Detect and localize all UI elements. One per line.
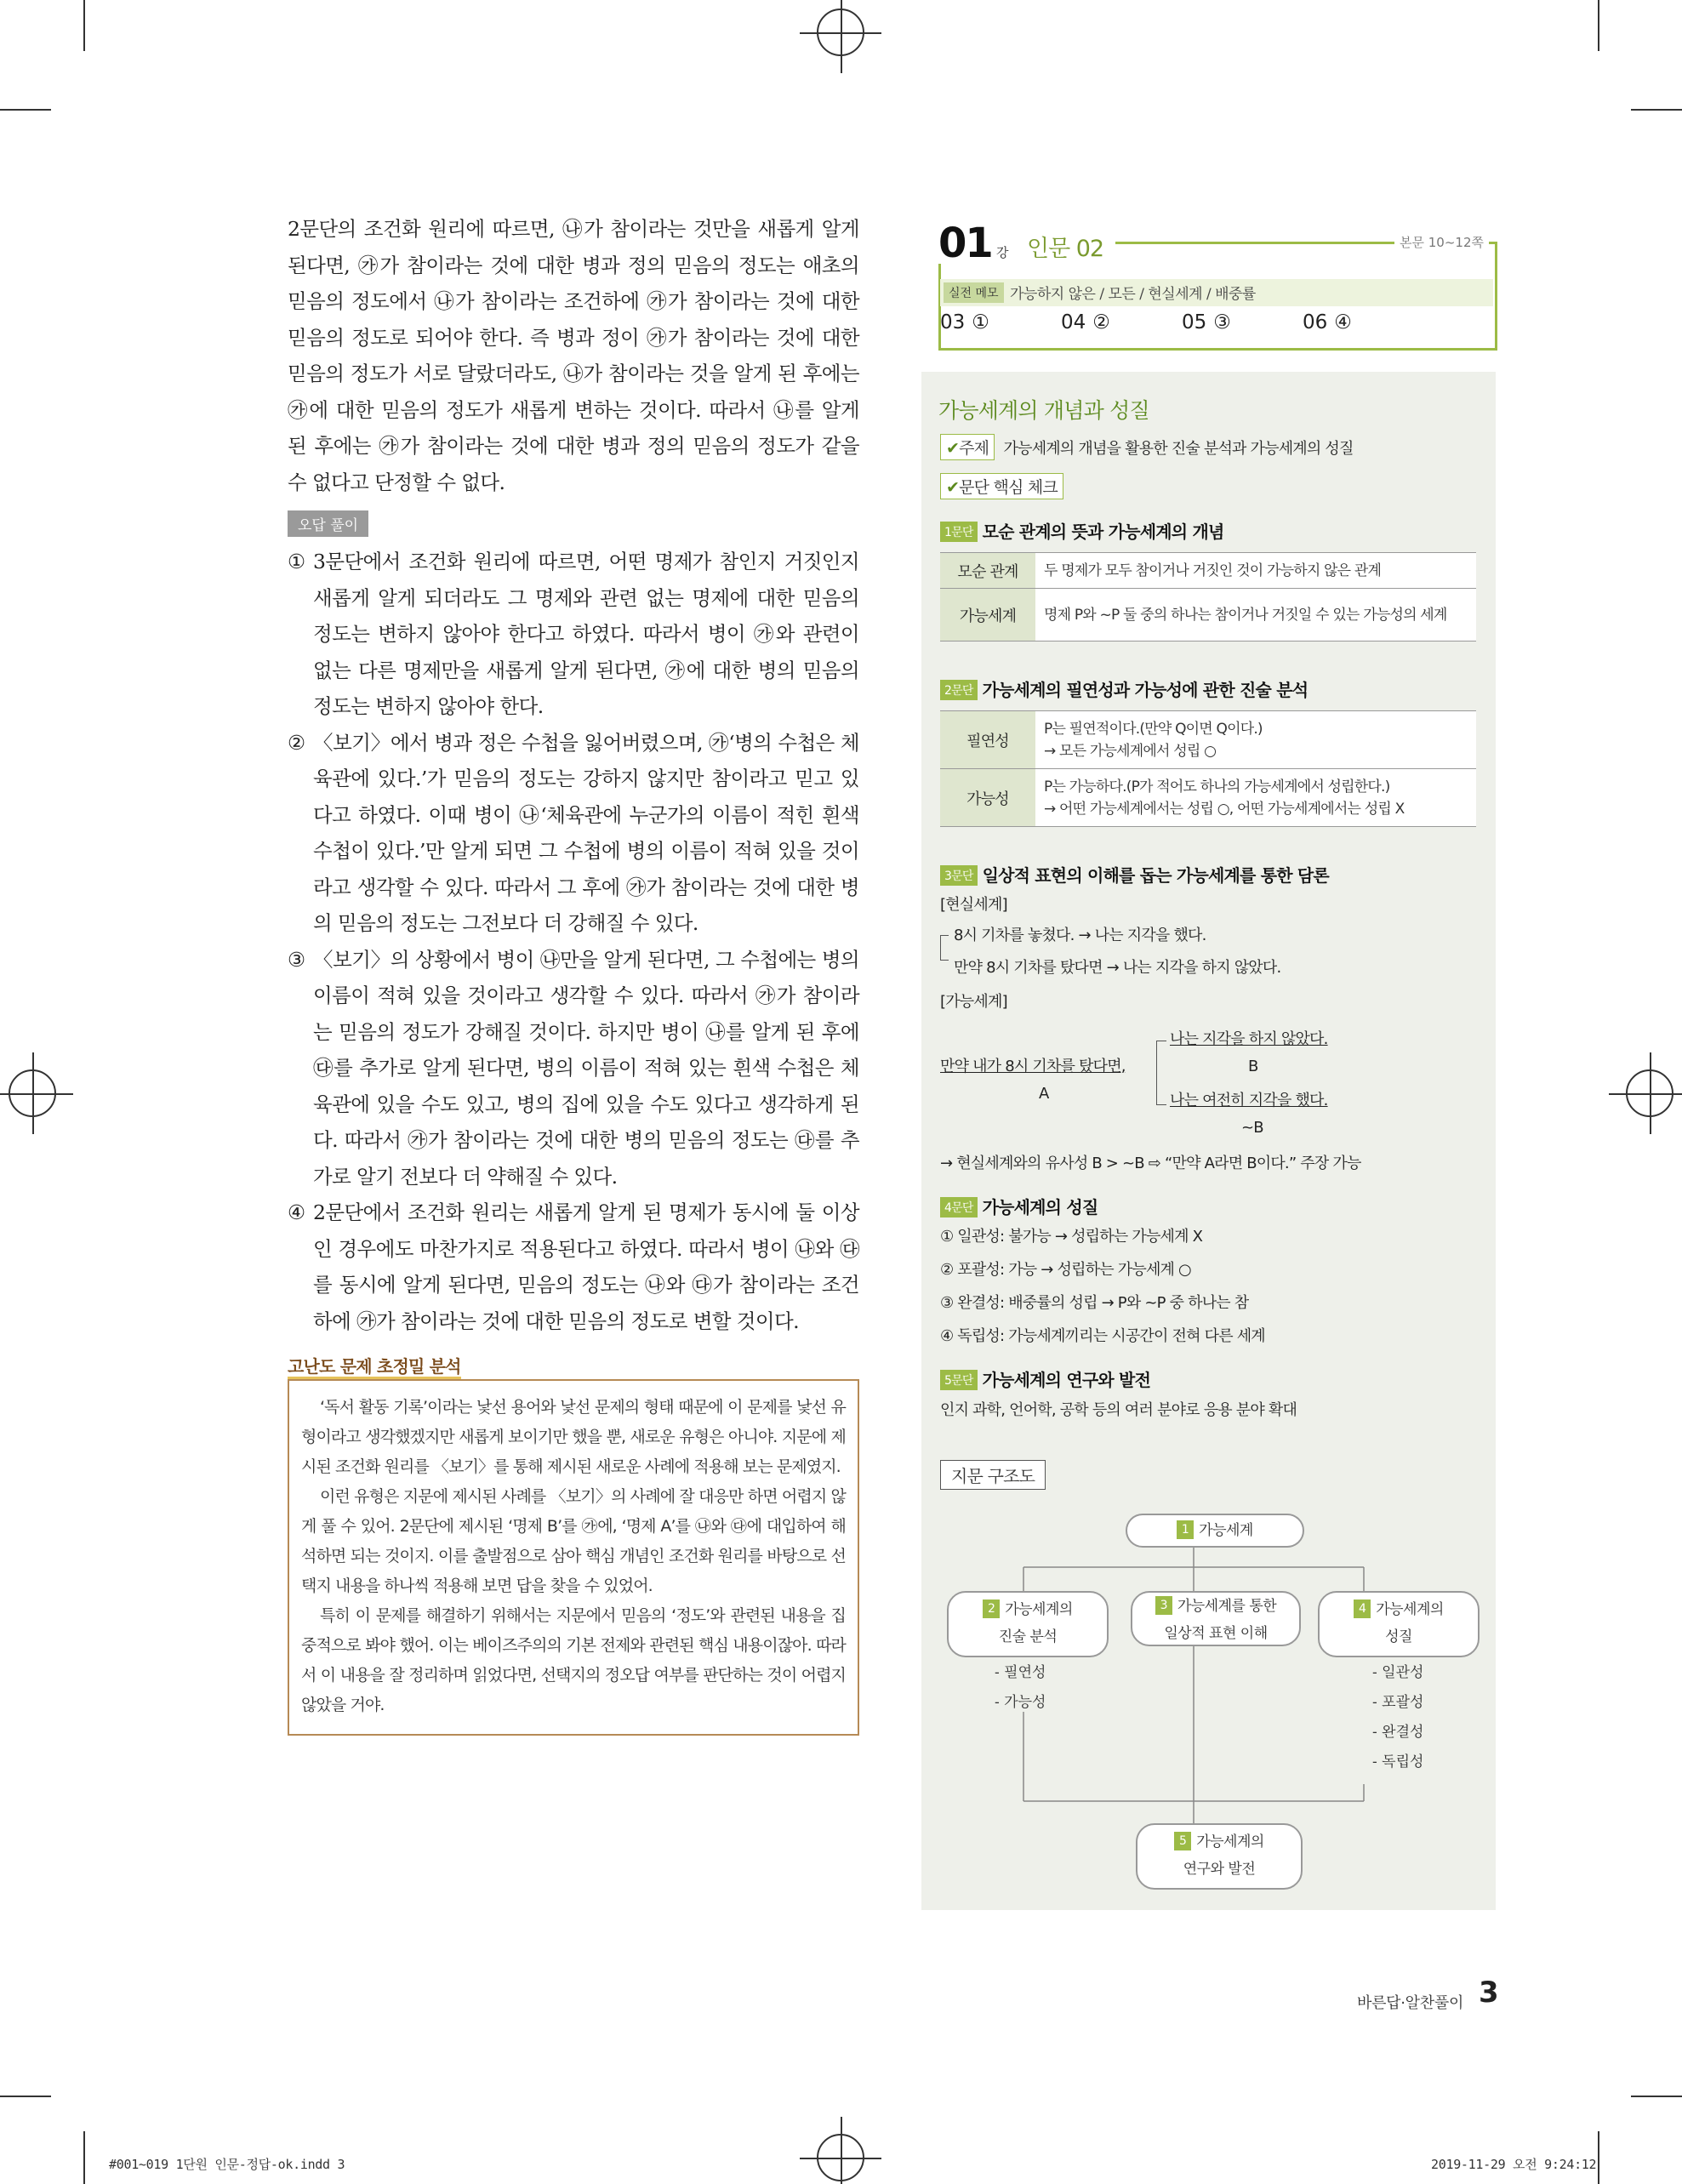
structure-node-4: 4 가능세계의 성질: [1318, 1591, 1480, 1657]
answer-item: 04 ②: [1061, 311, 1110, 334]
explanation-item: [288, 942, 859, 1195]
analysis-paragraph: 특히 이 문제를 해결하기 위해서는 지문에서 믿음의 ‘정도’와 관련된 내용을 집중적으로 봐야 했어. 이는 베이즈주의의 기본 전제와 관련된 핵심 내용이잖아. 따라서 이 내용을 잘 정리하며 읽었다면, 선택지의 정오답 여부를 판단하는 것이 어렵지 않았을 거야.: [301, 1606, 846, 1714]
structure-node-1: 1 가능세계: [1126, 1514, 1304, 1548]
lesson-number: 01: [938, 223, 995, 264]
structure-node-5: 5 가능세계의 연구와 발전: [1136, 1823, 1303, 1890]
memo-text: 가능하지 않은 / 모든 / 현실세계 / 배중률: [1010, 286, 1256, 303]
left-column: [288, 211, 859, 1736]
table-row: 필연성 P는 필연적이다.(만약 Q이면 Q이다.) → 모든 가능세계에서 성립 ○: [940, 711, 1476, 769]
condition-text: 만약 내가 8시 기차를 탔다면,: [940, 1058, 1126, 1075]
item-number: ②: [288, 730, 305, 755]
answer-item: 05 ③: [1182, 311, 1231, 334]
node-2-bullets: - 필연성 - 가능성: [995, 1664, 1046, 1711]
explanation-item: [288, 1195, 859, 1339]
registration-mark-left: [9, 1069, 56, 1117]
crop-mark: [83, 0, 85, 51]
file-name: #001~019 1단원 인문-정답-ok.indd 3: [109, 2157, 345, 2172]
lesson-title: 인문 02: [1023, 230, 1110, 263]
section-3-conclusion: → 현실세계와의 유사성 B > ~B ⇨ “만약 A라면 B이다.” 주장 가능: [940, 1155, 1361, 1172]
print-datetime: 2019-11-29 오전 9:24:12: [1431, 2157, 1597, 2172]
item-text: 〈보기〉의 상황에서 병이 ㉯만을 알게 된다면, 그 수첩에는 병의 이름이 적혀 있을 것이라고 생각할 수 있다. 따라서 ㉮가 참이라는 믿음의 정도가 강해질 것이다. 하지만 병이 ㉯를 알게 된 후에 ㉰를 추가로 알게 된다면, 병의 이름이 적혀 있는 흰색 수첩은 체육관에 있을 수도 있고, 병의 집에 있을 수도 있다고 생각하게 된다. 따라서 ㉮가 참이라는 것에 대한 병의 믿음의 정도는 ㉰를 추가로 알기 전보다 더 약해질 수 있다.: [313, 947, 859, 1189]
item-text: 3문단에서 조건화 원리에 따르면, 어떤 명제가 참인지 거짓인지 새롭게 알게 되더라도 그 명제와 관련 없는 명제에 대한 믿음의 정도는 변하지 않아야 한다고 하였다. 따라서 병이 ㉮와 관련이 없는 다른 명제만을 새롭게 알게 된다면, ㉮에 대한 병의 믿음의 정도는 변하지 않아야 한다.: [313, 550, 859, 718]
lesson-kang: 강: [996, 245, 1009, 260]
branch-b-text: 나는 지각을 하지 않았다.: [1170, 1030, 1328, 1048]
branch-notb-text: 나는 여전히 지각을 했다.: [1170, 1092, 1328, 1109]
analysis-title: 고난도 문제 초정밀 분석: [288, 1356, 461, 1379]
summary-panel: [921, 372, 1496, 1910]
explanation-item: [288, 725, 859, 942]
topic-badge: ✔주제: [940, 434, 995, 460]
section-5-text: 인지 과학, 언어학, 공학 등의 여러 분야로 응용 분야 확대: [940, 1401, 1297, 1419]
structure-node-3: 3 가능세계를 통한 일상적 표현 이해: [1131, 1591, 1301, 1646]
analysis-box: [288, 1379, 859, 1736]
property-item: ③ 완결성: 배중률의 성립 → P와 ~P 중 하나는 참: [940, 1294, 1249, 1312]
answer-item: 03 ①: [940, 311, 989, 334]
panel-title: 가능세계의 개념과 성질: [938, 398, 1149, 423]
crop-mark: [1631, 109, 1682, 111]
registration-mark-top: [817, 9, 864, 56]
property-item: ④ 독립성: 가능세계끼리는 시공간이 전혀 다른 세계: [940, 1327, 1265, 1345]
paragraph-tag: 3문단: [940, 865, 978, 886]
table-row: 가능세계 명제 P와 ~P 둘 중의 하나는 참이거나 거짓일 수 있는 가능성의 세계: [940, 589, 1476, 642]
paragraph-tag: 2문단: [940, 680, 978, 700]
table-row: 모순 관계 두 명제가 모두 참이거나 거짓인 것이 가능하지 않은 관계: [940, 553, 1476, 589]
analysis-paragraph: ‘독서 활동 기록’이라는 낯선 용어와 낯선 문제의 형태 때문에 이 문제를 낯선 유형이라고 생각했겠지만 새롭게 보이기만 했을 뿐, 새로운 유형은 아니야. 지문에 제시된 조건화 원리를 〈보기〉를 통해 제시된 새로운 사례에 적용해 보는 문제였지.: [301, 1398, 846, 1476]
crop-mark: [0, 2096, 51, 2097]
paragraph-tag: 5문단: [940, 1370, 978, 1390]
answer-item: 06 ④: [1303, 311, 1352, 334]
registration-mark-bottom: [817, 2134, 864, 2181]
check-icon: ✔: [946, 478, 960, 497]
possible-world-label: [가능세계]: [940, 993, 1007, 1011]
real-world-line-2: 만약 8시 기차를 탔다면 → 나는 지각을 하지 않았다.: [954, 959, 1281, 977]
wrong-answer-badge: 오답 풀이: [288, 510, 368, 537]
analysis-paragraph: 이런 유형은 지문에 제시된 사례를 〈보기〉의 사례에 잘 대응만 하면 어렵지 않게 풀 수 있어. 2문단에 제시된 ‘명제 B’를 ㉮에, ‘명제 A’를 ㉯와 ㉰에 대입하여 해석하면 되는 것이지. 이를 출발점으로 삼아 핵심 개념인 조건화 원리를 바탕으로 선택지 내용을 하나씩 적용해 보면 답을 찾을 수 있었어.: [301, 1487, 846, 1595]
item-text: 〈보기〉에서 병과 정은 수첩을 잃어버렸으며, ㉮‘병의 수첩은 체육관에 있다.’가 믿음의 정도는 강하지 않지만 참이라고 믿고 있다고 하였다. 이때 병이 ㉯‘체육관에 누군가의 이름이 적힌 흰색 수첩이 있다.’만 알게 되면 그 수첩에 병의 이름이 적혀 있을 것이라고 생각할 수 있다. 따라서 그 후에 ㉮가 참이라는 것에 대한 병의 믿음의 정도는 그전보다 더 강해질 수 있다.: [313, 730, 859, 935]
item-text: 2문단에서 조건화 원리는 새롭게 알게 된 명제가 동시에 둘 이상인 경우에도 마찬가지로 적용된다고 하였다. 따라서 병이 ㉯와 ㉰를 동시에 알게 된다면, 믿음의 정도는 ㉯와 ㉰가 참이라는 조건하에 ㉮가 참이라는 것에 대한 믿음의 정도로 변할 것이다.: [313, 1200, 859, 1333]
crop-mark: [83, 2131, 85, 2184]
property-item: ① 일관성: 불가능 → 성립하는 가능세계 X: [940, 1228, 1203, 1246]
memo-row: [940, 279, 1493, 306]
structure-label: 지문 구조도: [940, 1460, 1046, 1490]
real-world-line-1: 8시 기차를 놓쳤다. → 나는 지각을 했다.: [954, 927, 1206, 944]
branch-notb-var: ~B: [1241, 1119, 1263, 1137]
section-2-heading: 2문단 가능세계의 필연성과 가능성에 관한 진술 분석: [940, 676, 1308, 701]
topic-text: 가능세계의 개념을 활용한 진술 분석과 가능세계의 성질: [1003, 440, 1354, 458]
check-icon: ✔: [946, 439, 960, 458]
crop-mark: [1598, 2131, 1599, 2184]
crop-mark: [1631, 2096, 1682, 2097]
lesson-header: [938, 220, 1497, 351]
structure-node-2: 2 가능세계의 진술 분석: [947, 1591, 1109, 1657]
node-4-bullets: - 일관성 - 포괄성 - 완결성 - 독립성: [1372, 1664, 1424, 1771]
explanation-item: [288, 544, 859, 725]
crop-mark: [0, 109, 51, 111]
section-5-heading: 5문단 가능세계의 연구와 발전: [940, 1366, 1150, 1391]
section-1-heading: 1문단 모순 관계의 뜻과 가능세계의 개념: [940, 518, 1224, 543]
check-badge: ✔문단 핵심 체크: [940, 473, 1063, 499]
table-row: 가능성 P는 가능하다.(P가 적어도 하나의 가능세계에서 성립한다.) → 어떤 가능세계에서는 성립 ○, 어떤 가능세계에서는 성립 X: [940, 769, 1476, 827]
memo-badge: 실전 메모: [944, 282, 1004, 303]
item-number: ③: [288, 947, 305, 972]
registration-mark-right: [1626, 1069, 1673, 1117]
branch-b-var: B: [1248, 1058, 1258, 1075]
item-number: ④: [288, 1200, 305, 1224]
section-3-heading: 3문단 일상적 표현의 이해를 돕는 가능세계를 통한 담론: [940, 862, 1329, 887]
property-item: ② 포괄성: 가능 → 성립하는 가능세계 ○: [940, 1261, 1191, 1279]
paragraph-tag: 1문단: [940, 522, 978, 542]
section-4-heading: 4문단 가능세계의 성질: [940, 1194, 1098, 1218]
paragraph-tag: 4문단: [940, 1197, 978, 1217]
page-number: 3: [1479, 1976, 1499, 2010]
page-reference: 본문 10~12쪽: [1394, 233, 1489, 251]
answer-list: [940, 311, 1493, 334]
crop-mark: [1598, 0, 1599, 51]
real-world-label: [현실세계]: [940, 896, 1007, 914]
intro-paragraph: 2문단의 조건화 원리에 따르면, ㉯가 참이라는 것만을 새롭게 알게 된다면, ㉮가 참이라는 것에 대한 병과 정의 믿음의 정도는 애초의 믿음의 정도에서 ㉯가 참이라는 조건하에 ㉮가 참이라는 것에 대한 믿음의 정도로 되어야 한다. 즉 병과 정이 ㉮가 참이라는 것에 대한 믿음의 정도가 서로 달랐더라도, ㉯가 참이라는 것을 알게 된 후에는 ㉮에 대한 믿음의 정도가 새롭게 변하는 것이다. 따라서 ㉯를 알게 된 후에는 ㉮가 참이라는 것에 대한 병과 정의 믿음의 정도가 같을 수 없다고 단정할 수 없다.: [288, 217, 859, 494]
page-label: 바른답·알찬풀이: [1357, 1994, 1464, 2012]
condition-var: A: [1039, 1085, 1049, 1103]
item-number: ①: [288, 550, 305, 573]
